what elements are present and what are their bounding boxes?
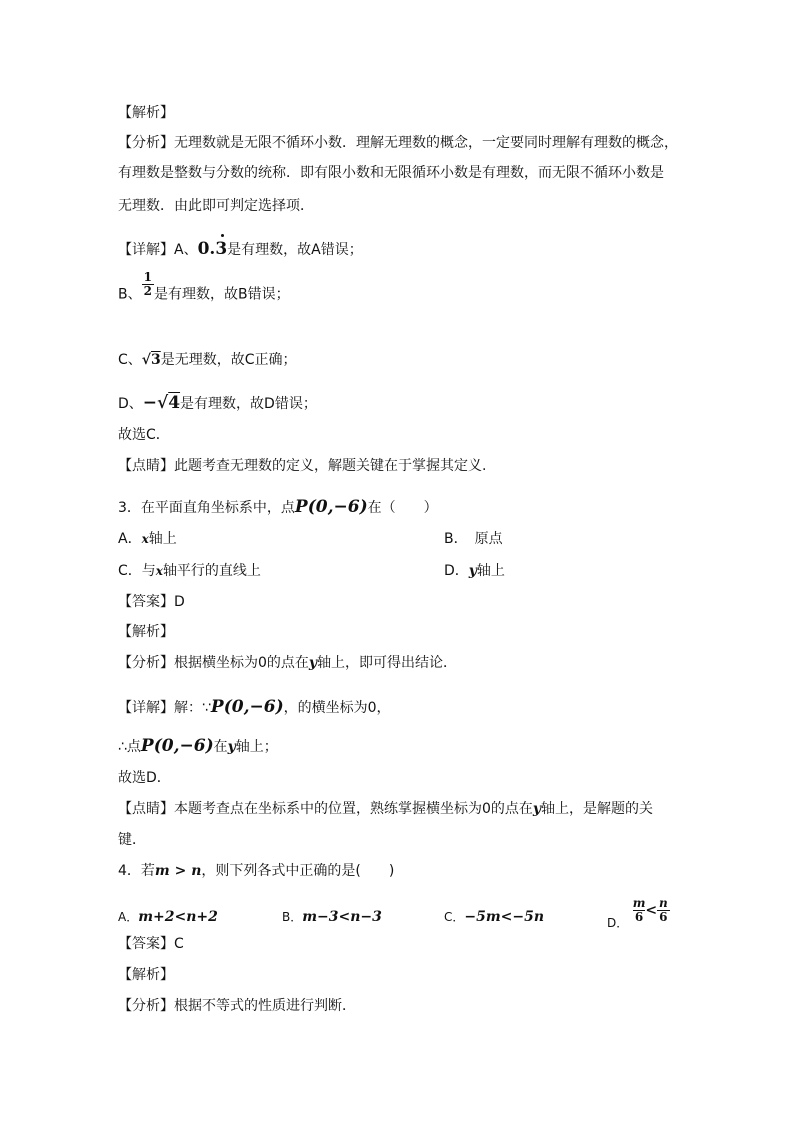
q3-option-c	[118, 561, 261, 581]
option-label: C．	[444, 910, 465, 924]
analysis-line-2: 有理数是整数与分数的统称．即有限小数和无限循环小数是有理数，而无限不循环小数是	[118, 165, 664, 181]
analysis-text: 【分析】根据横坐标为0的点在	[118, 655, 309, 671]
d-verdict: 是有理数，故D错误；	[180, 396, 317, 412]
fraction-numerator: m	[632, 896, 646, 910]
choose-line: 故选C．	[118, 427, 170, 443]
a-verdict: 是有理数，故A错误；	[227, 242, 363, 258]
analysis-line-1: 【分析】无理数就是无限不循环小数．理解无理数的概念，一定要同时理解有理数的概念，	[118, 135, 678, 151]
option-label: D．	[607, 915, 629, 930]
q3-dianjing-2: 键．	[118, 832, 146, 848]
dianjing-text-end: 轴上，是解题的关	[541, 801, 654, 817]
var-y: y	[532, 801, 542, 817]
point-p-math: P(0,−6)	[210, 697, 284, 717]
q3-option-b: B． 原点	[444, 531, 503, 547]
fraction-numerator: n	[658, 896, 668, 910]
q4-stem-text: 4．若	[118, 863, 155, 879]
point-p-math: P(0,−6)	[140, 736, 214, 756]
q3-dianjing	[118, 799, 653, 819]
q4-jiexi: 【解析】	[118, 967, 174, 983]
b-verdict: 是有理数，故B错误；	[153, 286, 290, 303]
detail-text-end: ，的横坐标为0，	[283, 700, 391, 716]
inequality-math: m > n	[154, 863, 202, 879]
detail-text: 【详解】解：∵	[118, 700, 211, 716]
q4-option-a	[118, 907, 218, 927]
q4-option-b	[282, 907, 382, 927]
dianjing-text: 【点睛】本题考查点在坐标系中的位置，熟练掌握横坐标为0的点在	[118, 801, 533, 817]
q3-stem	[118, 497, 438, 518]
fraction-denominator: 6	[634, 910, 644, 924]
option-math: m−3<n−3	[302, 909, 382, 925]
less-than: <	[645, 902, 658, 919]
q3-stem-text: 3．在平面直角坐标系中，点	[118, 500, 295, 516]
var-y: y	[468, 563, 477, 579]
fraction-denominator: 2	[143, 284, 152, 298]
neg-sqrt-symbol: −√	[142, 393, 169, 413]
therefore-text: ∴点	[118, 739, 141, 755]
q3-detail	[118, 697, 391, 718]
fraction-m-over-6	[633, 897, 646, 924]
q3-analysis	[118, 653, 457, 673]
detail-label: 【详解】A、	[118, 242, 198, 258]
option-label: B．	[282, 910, 303, 924]
q4-option-c	[444, 907, 544, 927]
sqrt-radicand: 3	[150, 352, 161, 368]
q4-stem	[118, 861, 394, 881]
q4-option-d	[607, 896, 670, 930]
var-y: y	[308, 655, 318, 671]
repeating-digit: 3	[215, 239, 228, 259]
option-text: 轴上	[476, 563, 505, 579]
analysis-line-3: 无理数．由此即可判定选择项．	[118, 198, 314, 214]
var-y: y	[227, 739, 236, 755]
d-label: D、	[118, 396, 143, 412]
option-label: D．	[444, 563, 469, 579]
q3-option-d	[444, 561, 505, 581]
therefore-end: 轴上；	[235, 739, 278, 755]
option-text: 轴平行的直线上	[162, 563, 261, 579]
q3-jiexi: 【解析】	[118, 624, 174, 640]
math-repeating-decimal	[198, 239, 228, 259]
option-label: A．	[118, 910, 139, 924]
c-verdict: 是无理数，故C正确；	[160, 352, 297, 368]
jiexi-heading: 【解析】	[118, 105, 174, 121]
option-label: C．与	[118, 563, 156, 579]
analysis-text-end: 轴上，即可得出结论．	[317, 655, 458, 671]
detail-b-line	[118, 270, 290, 308]
decimal-int: 0.	[197, 239, 216, 259]
point-p-math: P(0,−6)	[294, 497, 368, 517]
sqrt-symbol: √	[141, 352, 151, 368]
detail-c-line	[118, 350, 297, 370]
q3-option-a	[118, 529, 177, 549]
c-label: C、	[118, 352, 142, 368]
q4-answer: 【答案】C	[118, 936, 184, 952]
therefore-mid: 在	[213, 739, 228, 755]
q3-stem-bracket: 在（ ）	[367, 500, 438, 516]
q3-therefore	[118, 736, 278, 757]
fraction-n-over-6	[657, 897, 669, 924]
option-label: A．	[118, 531, 142, 547]
option-math: −5m<−5n	[464, 909, 545, 925]
var-x: x	[141, 532, 149, 546]
q4-analysis: 【分析】根据不等式的性质进行判断．	[118, 998, 356, 1014]
q3-choose: 故选D．	[118, 770, 171, 786]
fraction-denominator: 6	[659, 910, 668, 924]
detail-d-line	[118, 393, 317, 414]
var-x: x	[155, 564, 163, 578]
b-label: B、	[118, 286, 142, 303]
option-math: m+2<n+2	[138, 909, 218, 925]
neg-sqrt-radicand: 4	[168, 393, 181, 413]
detail-a-line	[118, 239, 363, 260]
q4-stem-end: ，则下列各式中正确的是( )	[201, 863, 395, 879]
fraction-numerator: 1	[143, 270, 152, 284]
dianjing-line: 【点睛】此题考查无理数的定义，解题关键在于掌握其定义.	[118, 458, 487, 474]
q3-answer: 【答案】D	[118, 594, 185, 610]
option-text: 轴上	[148, 531, 177, 547]
fraction-one-half	[142, 271, 154, 298]
